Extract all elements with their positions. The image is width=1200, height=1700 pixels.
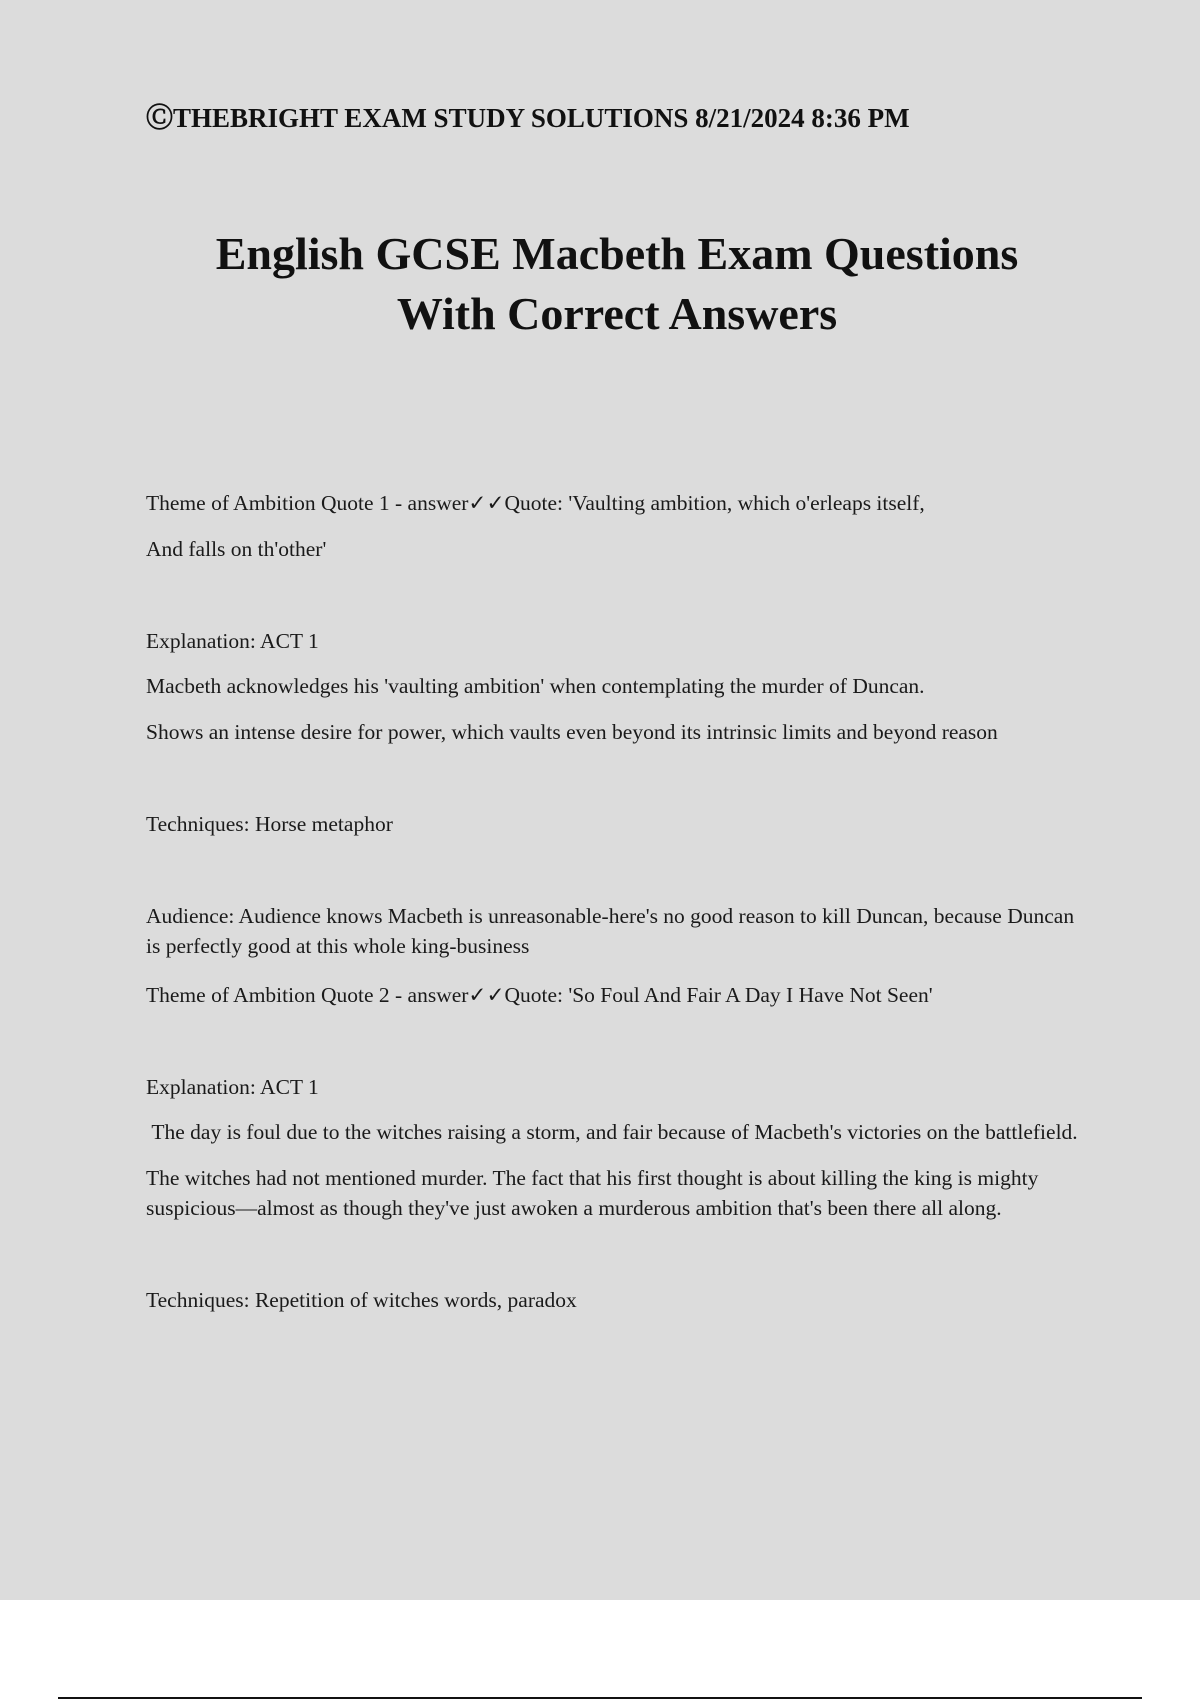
q1-explanation-2: Shows an intense desire for power, which vaults even beyond its intrinsic limits and beyond reason	[146, 720, 998, 744]
q2-question-line-1: Theme of Ambition Quote 2 - answer✓✓Quote: 'So Foul And Fair A Day I Have Not Seen'	[146, 983, 933, 1007]
document-title	[146, 224, 1088, 344]
q1-audience: Audience: Audience knows Macbeth is unreasonable-here's no good reason to kill Duncan, because Duncan is perfectly good at this whole king-business	[146, 904, 1075, 958]
q2-explanation-2: The witches had not mentioned murder. The fact that his first thought is about killing the king is mighty suspicious—almost as though they've just awoken a murderous ambition that's been there all along.	[146, 1166, 1039, 1220]
q2-techniques: Techniques: Repetition of witches words, paradox	[146, 1288, 577, 1312]
q2-explanation-1: The day is foul due to the witches raising a storm, and fair because of Macbeth's victories on the battlefield.	[146, 1120, 1078, 1144]
q2-explanation-label: Explanation: ACT 1	[146, 1075, 319, 1099]
q1-techniques: Techniques: Horse metaphor	[146, 812, 393, 836]
q1-explanation-label: Explanation: ACT 1	[146, 629, 319, 653]
q1-question-line-1: Theme of Ambition Quote 1 - answer✓✓Quote: 'Vaulting ambition, which o'erleaps itself,	[146, 491, 925, 515]
page-divider	[58, 1697, 1142, 1699]
document-header: ⒸTHEBRIGHT EXAM STUDY SOLUTIONS 8/21/2024 8:36 PM	[146, 103, 910, 133]
title-line-2: With Correct Answers	[396, 288, 838, 339]
document-body	[146, 488, 1086, 1315]
q1-question-line-2: And falls on th'other'	[146, 537, 327, 561]
title-line-1: English GCSE Macbeth Exam Questions	[215, 228, 1019, 279]
q1-explanation-1: Macbeth acknowledges his 'vaulting ambition' when contemplating the murder of Duncan.	[146, 674, 925, 698]
